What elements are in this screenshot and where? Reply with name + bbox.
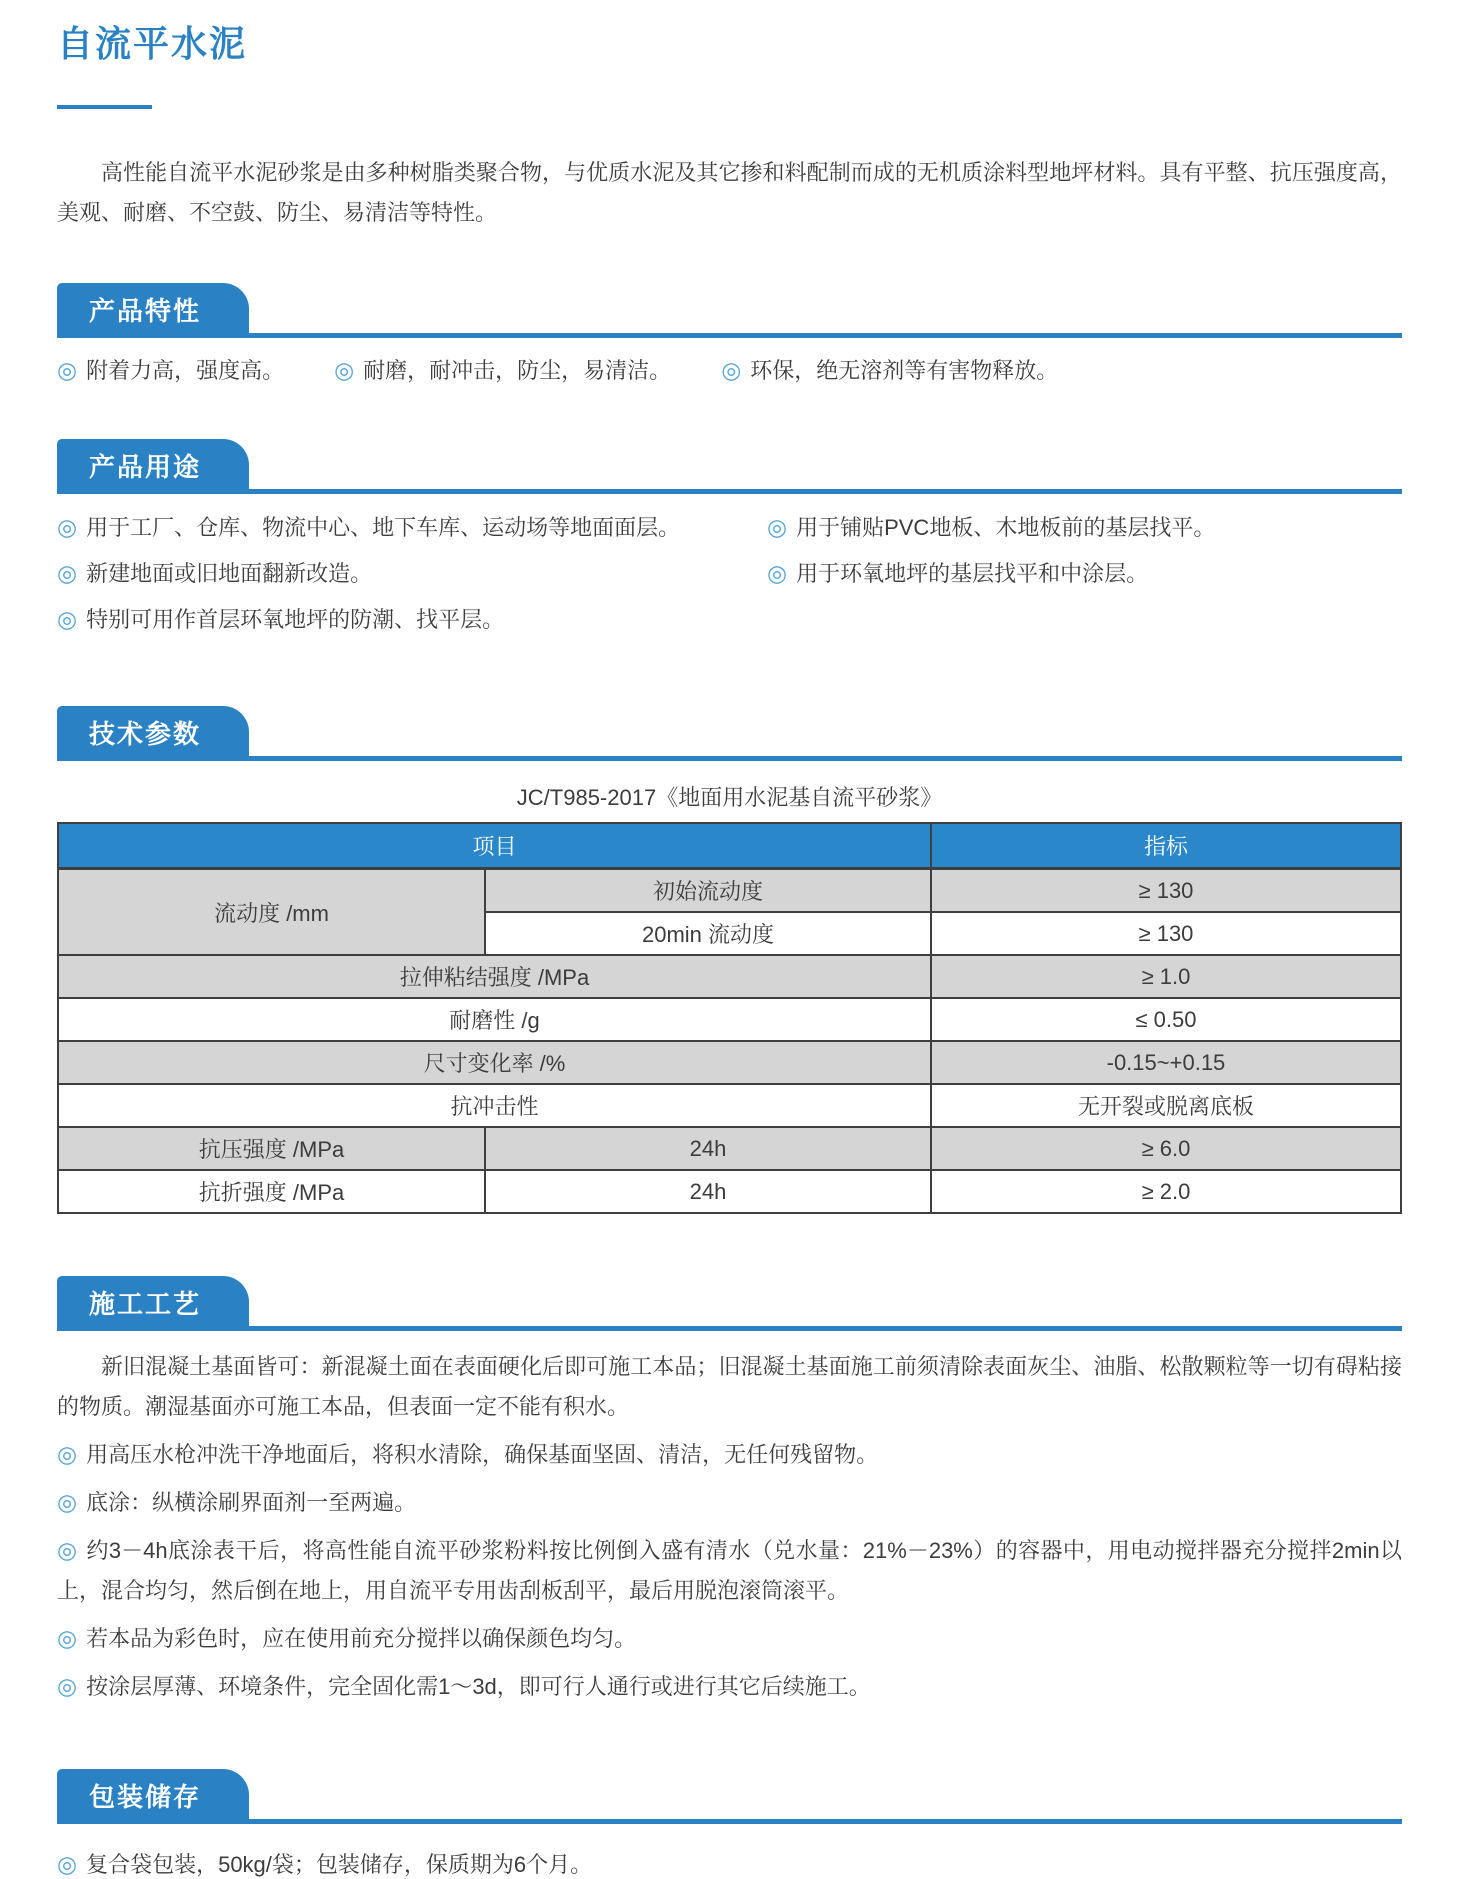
section-tab-uses xyxy=(57,439,249,493)
bullet-icon: ◎ xyxy=(57,1625,78,1651)
section-tab-packaging xyxy=(57,1769,249,1823)
uses-right-column xyxy=(767,512,1402,650)
list-item xyxy=(57,512,767,543)
table-row xyxy=(58,998,1401,1041)
bullet-icon: ◎ xyxy=(57,1537,78,1563)
table-row xyxy=(58,1170,1401,1213)
list-item xyxy=(57,354,284,385)
table-cell: ≥ 1.0 xyxy=(931,955,1401,998)
bullet-icon: ◎ xyxy=(57,560,78,586)
section-tab-label: 包装储存 xyxy=(89,1782,202,1812)
table-cell: -0.15~+0.15 xyxy=(931,1041,1401,1084)
list-item xyxy=(57,1666,1402,1707)
table-cell: 拉伸粘结强度 /MPa xyxy=(58,955,931,998)
bullet-icon: ◎ xyxy=(334,357,355,383)
process-list xyxy=(57,1434,1402,1707)
bullet-icon: ◎ xyxy=(57,1851,78,1877)
page-title: 自流平水泥 xyxy=(57,23,248,64)
bullet-icon: ◎ xyxy=(721,357,742,383)
section-rule xyxy=(57,1819,1402,1824)
table-cell: ≤ 0.50 xyxy=(931,998,1401,1041)
section-tab-label: 产品用途 xyxy=(89,452,202,482)
section-uses-header xyxy=(57,439,1402,494)
table-cell: 24h xyxy=(485,1127,931,1170)
table-cell: ≥ 6.0 xyxy=(931,1127,1401,1170)
list-item-text: 环保，绝无溶剂等有害物释放。 xyxy=(750,358,1059,383)
list-item-text: 用于铺贴PVC地板、木地板前的基层找平。 xyxy=(796,515,1216,540)
list-item-text: 用高压水枪冲洗干净地面后，将积水清除，确保基面坚固、清洁，无任何残留物。 xyxy=(86,1442,879,1467)
table-cell: 耐磨性 /g xyxy=(58,998,931,1041)
table-row xyxy=(58,869,1401,913)
list-item-text: 用于工厂、仓库、物流中心、地下车库、运动场等地面面层。 xyxy=(86,515,681,540)
list-item xyxy=(57,1434,1402,1475)
list-item-text: 新建地面或旧地面翻新改造。 xyxy=(86,561,373,586)
section-rule xyxy=(57,1326,1402,1331)
section-packaging-header xyxy=(57,1769,1402,1824)
features-list xyxy=(57,354,1402,385)
list-item-text: 特别可用作首层环氧地坪的防潮、找平层。 xyxy=(86,607,505,632)
table-row xyxy=(58,1041,1401,1084)
uses-left-column xyxy=(57,512,767,650)
packaging-list xyxy=(57,1848,1402,1879)
table-caption: JC/T985-2017《地面用水泥基自流平砂浆》 xyxy=(516,785,943,810)
section-features-header xyxy=(57,283,1402,338)
table-cell: ≥ 130 xyxy=(931,912,1401,955)
bullet-icon: ◎ xyxy=(57,1673,78,1699)
table-cell: 无开裂或脱离底板 xyxy=(931,1084,1401,1127)
list-item-text: 复合袋包装，50kg/袋；包装储存，保质期为6个月。 xyxy=(86,1852,593,1877)
list-item xyxy=(767,512,1402,543)
section-process-header xyxy=(57,1276,1402,1331)
table-cell: ≥ 130 xyxy=(931,869,1401,913)
table-cell: 抗压强度 /MPa xyxy=(58,1127,485,1170)
list-item-text: 附着力高，强度高。 xyxy=(86,358,285,383)
list-item xyxy=(334,354,671,385)
uses-list xyxy=(57,512,1402,650)
section-tab-label: 施工工艺 xyxy=(89,1289,202,1319)
section-tab-label: 技术参数 xyxy=(89,719,202,749)
list-item-text: 按涂层厚薄、环境条件，完全固化需1～3d，即可行人通行或进行其它后续施工。 xyxy=(86,1674,871,1699)
table-row xyxy=(58,1084,1401,1127)
table-cell: 24h xyxy=(485,1170,931,1213)
list-item-text: 约3－4h底涂表干后，将高性能自流平砂浆粉料按比例倒入盛有清水（兑水量：21%－23%）的容器中，用电动搅拌器充分搅拌2min以上，混合均匀，然后倒在地上，用自流平专用齿刮板刮平，最后用脱泡滚筒滚平。 xyxy=(57,1538,1402,1603)
section-tab-tech xyxy=(57,706,249,760)
table-header-index: 指标 xyxy=(931,823,1401,869)
list-item-text: 若本品为彩色时，应在使用前充分搅拌以确保颜色均匀。 xyxy=(86,1626,637,1651)
table-cell: 流动度 /mm xyxy=(58,869,485,956)
list-item xyxy=(57,1618,1402,1659)
list-item xyxy=(57,1482,1402,1523)
table-cell: ≥ 2.0 xyxy=(931,1170,1401,1213)
table-cell: 抗折强度 /MPa xyxy=(58,1170,485,1213)
section-tech-header xyxy=(57,706,1402,761)
table-header-item: 项目 xyxy=(58,823,931,869)
bullet-icon: ◎ xyxy=(57,606,78,632)
list-item-text: 底涂：纵横涂刷界面剂一至两遍。 xyxy=(86,1490,417,1515)
list-item xyxy=(57,558,767,589)
list-item xyxy=(57,604,767,635)
title-underline xyxy=(57,105,152,109)
bullet-icon: ◎ xyxy=(57,1489,78,1515)
tech-parameters-table xyxy=(57,822,1402,1214)
table-cell: 抗冲击性 xyxy=(58,1084,931,1127)
list-item-text: 用于环氧地坪的基层找平和中涂层。 xyxy=(796,561,1149,586)
bullet-icon: ◎ xyxy=(57,1441,78,1467)
section-tab-process xyxy=(57,1276,249,1330)
table-cell: 尺寸变化率 /% xyxy=(58,1041,931,1084)
bullet-icon: ◎ xyxy=(767,560,788,586)
list-item-text: 耐磨，耐冲击，防尘，易清洁。 xyxy=(363,358,672,383)
list-item xyxy=(767,558,1402,589)
section-rule xyxy=(57,756,1402,761)
bullet-icon: ◎ xyxy=(57,357,78,383)
table-cell: 初始流动度 xyxy=(485,869,931,913)
section-tab-features xyxy=(57,283,249,337)
list-item xyxy=(721,354,1058,385)
process-paragraph: 新旧混凝土基面皆可：新混凝土面在表面硬化后即可施工本品；旧混凝土基面施工前须清除表面灰尘、油脂、松散颗粒等一切有碍粘接的物质。潮湿基面亦可施工本品，但表面一定不能有积水。 xyxy=(57,1354,1402,1419)
bullet-icon: ◎ xyxy=(57,514,78,540)
table-row xyxy=(58,955,1401,998)
table-header-row xyxy=(58,823,1401,869)
list-item xyxy=(57,1530,1402,1611)
intro-paragraph: 高性能自流平水泥砂浆是由多种树脂类聚合物，与优质水泥及其它掺和料配制而成的无机质涂料型地坪材料。具有平整、抗压强度高，美观、耐磨、不空鼓、防尘、易清洁等特性。 xyxy=(57,160,1402,225)
section-rule xyxy=(57,333,1402,338)
table-row xyxy=(58,1127,1401,1170)
bullet-icon: ◎ xyxy=(767,514,788,540)
section-rule xyxy=(57,489,1402,494)
table-cell: 20min 流动度 xyxy=(485,912,931,955)
section-tab-label: 产品特性 xyxy=(89,296,202,326)
